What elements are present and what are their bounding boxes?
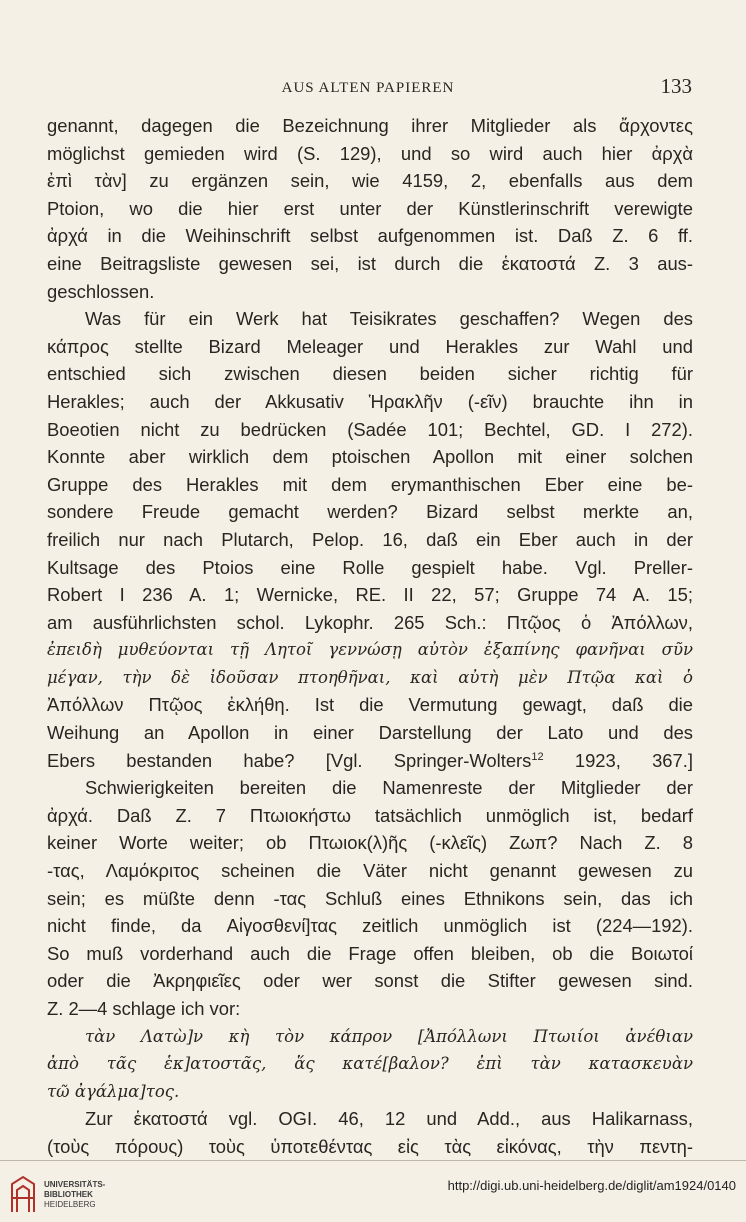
- text-line: Kultsage des Ptoios eine Rolle gespielt habe. Vgl. Preller-: [47, 556, 693, 578]
- text-line: möglichst gemieden wird (S. 129), und so wird auch hier ἀρχὰ: [47, 142, 693, 164]
- text-line: Ptoion, wo die hier erst unter der Künstlerinschrift verewigte: [47, 197, 693, 219]
- library-name-line: BIBLIOTHEK: [44, 1190, 93, 1199]
- text-line: am ausführlichsten schol. Lykophr. 265 Sch.: Πτῷος ὁ Ἀπόλλων,: [47, 611, 693, 633]
- greek-quote-line: ἐπειδὴ μυθεύονται τῇ Λητοῖ γεννώσῃ αὐτὸν ἐξαπίνης φανῆναι σῦν: [47, 640, 693, 660]
- running-head: AUS ALTEN PAPIEREN: [281, 80, 455, 96]
- text-line: ἀρχά. Daß Z. 7 Πτωιοκήστω tatsächlich unmöglich ist, bedarf: [47, 804, 693, 826]
- text-line: Herakles; auch der Akkusativ Ἡρακλῆν (-εῖν) brauchte ihn in: [47, 390, 693, 412]
- library-logo-icon: [8, 1174, 38, 1214]
- text-line: (τοὺς πόρους) τοὺς ὑποτεθέντας εἰς τὰς εἰκόνας, τὴν πεντη-: [47, 1135, 693, 1157]
- text-line: -τας, Λαμόκριτος scheinen die Väter nicht genannt gewesen zu: [47, 860, 693, 882]
- text-line: entschied sich zwischen diesen beiden sicher richtig für: [47, 363, 693, 385]
- text-line: ἐπὶ τὰν] zu ergänzen sein, wie 4159, 2, ebenfalls aus dem: [47, 170, 693, 192]
- text-line: Ἀπόλλων Πτῷος ἐκλήθη. Ist die Vermutung gewagt, daß die: [47, 694, 693, 716]
- library-name: [44, 1180, 105, 1210]
- text-line: Zur ἑκατοστά vgl. OGI. 46, 12 und Add., aus Halikarnass,: [85, 1108, 693, 1130]
- text-line: freilich nur nach Plutarch, Pelop. 16, daß ein Eber auch in der: [47, 528, 693, 550]
- text-line: Gruppe des Herakles mit dem erymanthischen Eber eine be-: [47, 473, 693, 495]
- text-line: Weihung an Apollon in einer Darstellung der Lato und des: [47, 722, 693, 744]
- footer-divider: [0, 1160, 746, 1161]
- text-line: Z. 2—4 schlage ich vor:: [47, 998, 241, 1019]
- library-name-line: UNIVERSITÄTS-: [44, 1180, 106, 1189]
- text-line: nicht finde, da Αἰγοσθενί]τας zeitlich unmöglich ist (224—192).: [47, 915, 693, 937]
- inscription-line: τῶ ἀγάλμα]τος.: [47, 1081, 180, 1101]
- text-line: eine Beitragsliste gewesen sei, ist durch die ἑκατοστά Z. 3 aus-: [47, 252, 693, 274]
- reference-superscript: 12: [531, 750, 544, 763]
- text-line: oder die Ἀκρηφιεῖες oder wer sonst die Stifter gewesen sind.: [47, 970, 693, 992]
- reference-tail: 1923, 367.]: [543, 749, 693, 771]
- source-url[interactable]: http://digi.ub.uni-heidelberg.de/diglit/am1924/0140: [447, 1178, 736, 1193]
- text-line: geschlossen.: [47, 280, 155, 302]
- text-line: κάπρος stellte Bizard Meleager und Herakles zur Wahl und: [47, 335, 693, 357]
- text-line: Boeotien nicht zu bedrücken (Sadée 101; Bechtel, GD. I 272).: [47, 418, 693, 440]
- inscription-line: τὰν Λατὼ]ν κὴ τὸν κάπρον [Ἀπόλλωνι Πτωιίοι ἀνέθιαν: [85, 1026, 693, 1046]
- text-line: sondere Freude gemacht werden? Bizard selbst merkte an,: [47, 501, 693, 523]
- page-header: [48, 74, 692, 104]
- greek-quote-line: μέγαν, τὴν δὲ ἰδοῦσαν πτοηθῆναι, καὶ αὐτὴ μὲν Πτῷα καὶ ὁ: [47, 667, 693, 687]
- text-line: So muß vorderhand auch die Frage offen bleiben, ob die Βοιωτοί: [47, 942, 693, 964]
- text-line: keiner Worte weiter; ob Πτωιοκ(λ)ῆς (-κλεῖς) Ζωπ? Nach Z. 8: [47, 832, 693, 854]
- text-line: ἀρχά in die Weihinschrift selbst aufgenommen ist. Daß Z. 6 ff.: [47, 225, 693, 247]
- library-name-line: HEIDELBERG: [44, 1200, 96, 1209]
- text-line: Was für ein Werk hat Teisikrates geschaffen? Wegen des: [85, 308, 693, 330]
- page-number: 133: [660, 74, 692, 98]
- body-text: [47, 112, 693, 1161]
- text-line: [47, 747, 693, 775]
- text-line: genannt, dagegen die Bezeichnung ihrer Mitglieder als ἄρχοντες: [47, 115, 693, 136]
- text-line: Konnte aber wirklich dem ptoischen Apollon mit einer solchen: [47, 446, 693, 468]
- text-line: sein; es müßte denn -τας Schluß eines Ethnikons sein, das ich: [47, 887, 693, 909]
- inscription-line: ἀπὸ τᾶς ἑκ]ατοστᾶς, ἅς κατέ[βαλον? ἐπὶ τὰν κατασκευὰν: [47, 1054, 693, 1074]
- text-line: Schwierigkeiten bereiten die Namenreste der Mitglieder der: [85, 777, 693, 799]
- reference-text: Ebers bestanden habe? [Vgl. Springer-Wolters: [47, 749, 532, 771]
- footer: [0, 1160, 746, 1222]
- text-line: Robert I 236 A. 1; Wernicke, RE. II 22, 57; Gruppe 74 A. 15;: [47, 584, 693, 606]
